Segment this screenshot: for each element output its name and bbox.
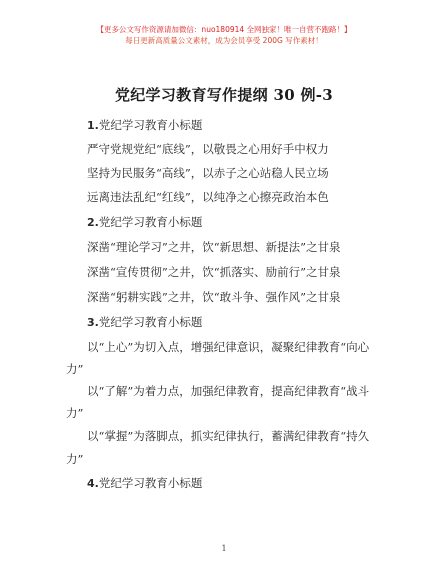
- page-number: 1: [221, 544, 227, 553]
- promo-banner-line-1: 【更多公文写作资源请加微信：nuo180914 全网独家！唯一自营不跑路！】: [96, 25, 352, 34]
- document-title: 党纪学习教育写作提纲 30 例-3: [114, 86, 334, 104]
- outline-line-wrap: 力”: [66, 362, 84, 376]
- outline-line: 深凿“宣传贯彻”之井，饮“抓落实、励前行”之甘泉: [87, 265, 341, 279]
- outline-line: 坚持为民服务“高线”，以赤子之心站稳人民立场: [87, 166, 329, 180]
- section-number: 3.: [87, 316, 99, 329]
- section-heading: [87, 214, 202, 230]
- outline-line-wrap: 力”: [66, 406, 84, 420]
- section-heading-text: 党纪学习教育小标题: [98, 215, 203, 229]
- section-number: 1.: [87, 119, 99, 132]
- outline-line: 严守党规党纪“底线”，以敬畏之心用好手中权力: [87, 142, 329, 156]
- section-heading-text: 党纪学习教育小标题: [98, 315, 203, 329]
- outline-line: 深凿“躬耕实践”之井，饮“敢斗争、强作风”之甘泉: [87, 290, 341, 304]
- section-heading-text: 党纪学习教育小标题: [98, 476, 203, 490]
- section-number: 4.: [87, 477, 99, 490]
- outline-line: 以“上心”为切入点，增强纪律意识，凝聚纪律教育“向心: [87, 340, 370, 354]
- section-heading-text: 党纪学习教育小标题: [98, 118, 203, 132]
- outline-line-wrap: 力”: [66, 452, 84, 466]
- section-heading: [87, 314, 202, 330]
- section-number: 2.: [87, 216, 99, 229]
- section-heading: [87, 475, 202, 491]
- outline-line: 以“了解”为着力点，加强纪律教育，提高纪律教育“战斗: [87, 384, 370, 398]
- outline-line: 以“掌握”为落脚点，抓实纪律执行，蓄满纪律教育“持久: [87, 429, 370, 443]
- outline-line: 远离违法乱纪“红线”，以纯净之心擦亮政治本色: [87, 190, 329, 204]
- promo-banner: [0, 24, 448, 46]
- outline-line: 深凿“理论学习”之井，饮“新思想、新提法”之甘泉: [87, 240, 341, 254]
- section-heading: [87, 117, 202, 133]
- promo-banner-line-2: 每日更新高质量公文素材，成为会员享受 200G 写作素材！: [125, 36, 323, 45]
